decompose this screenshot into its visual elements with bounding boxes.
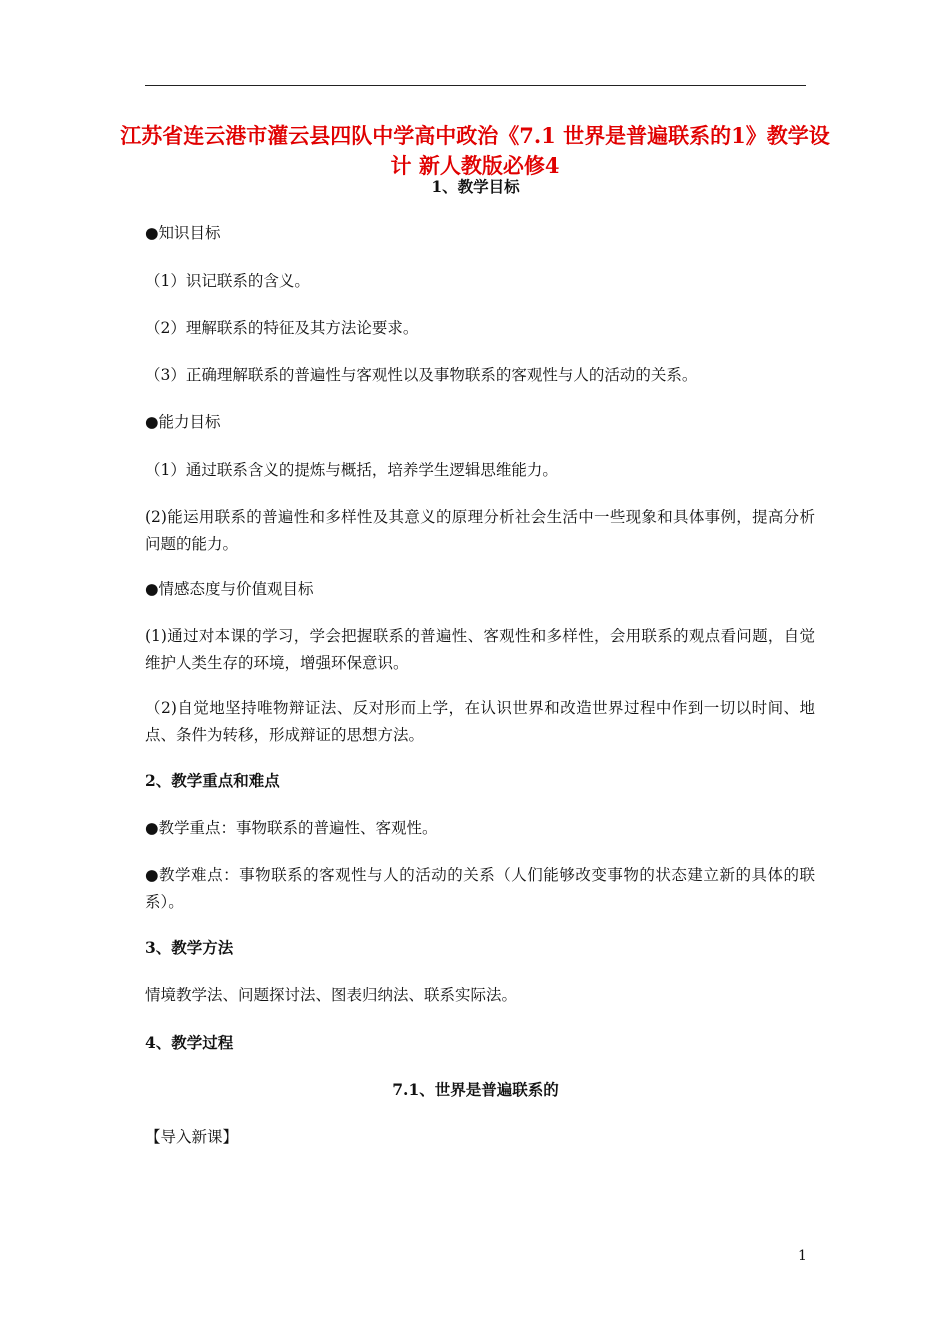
teaching-methods: 情境教学法、问题探讨法、图表归纳法、联系实际法。 — [145, 986, 518, 1004]
teaching-difficulty: ●教学难点：事物联系的客观性与人的活动的关系（人们能够改变事物的状态建立新的具体的联系）。 — [145, 866, 815, 911]
ability-item-1: （1）通过联系含义的提炼与概括，培养学生逻辑思维能力。 — [145, 461, 558, 479]
ability-objectives-heading: ●能力目标 — [145, 413, 221, 431]
knowledge-objectives-heading: ●知识目标 — [145, 224, 221, 242]
ability-item-2: (2)能运用联系的普遍性和多样性及其意义的原理分析社会生活中一些现象和具体事例，提高分析问题的能力。 — [145, 508, 815, 553]
section-heading-objectives: 1、教学目标 — [431, 177, 520, 196]
section-heading-focus: 2、教学重点和难点 — [145, 771, 280, 790]
lesson-title: 7.1、世界是普遍联系的 — [392, 1080, 559, 1099]
page-number: 1 — [798, 1248, 807, 1264]
knowledge-item-1: （1）识记联系的含义。 — [145, 272, 310, 290]
section-heading-methods: 3、教学方法 — [145, 938, 234, 957]
emotion-item-1: (1)通过对本课的学习，学会把握联系的普遍性、客观性和多样性，会用联系的观点看问题，自觉维护人类生存的环境，增强环保意识。 — [145, 627, 815, 672]
knowledge-item-2: （2）理解联系的特征及其方法论要求。 — [145, 319, 419, 337]
intro-heading: 【导入新课】 — [145, 1128, 239, 1146]
document-title: 江苏省连云港市灌云县四队中学高中政治《7.1 世界是普遍联系的1》教学设计 新人教版必修4 — [120, 123, 830, 178]
header-rule — [145, 85, 806, 86]
knowledge-item-3: （3）正确理解联系的普遍性与客观性以及事物联系的客观性与人的活动的关系。 — [145, 366, 698, 384]
emotion-objectives-heading: ●情感态度与价值观目标 — [145, 580, 314, 598]
teaching-focus: ●教学重点：事物联系的普遍性、客观性。 — [145, 819, 438, 837]
section-heading-process: 4、教学过程 — [145, 1033, 234, 1052]
emotion-item-2: （2)自觉地坚持唯物辩证法、反对形而上学，在认识世界和改造世界过程中作到一切以时间、地点、条件为转移，形成辩证的思想方法。 — [145, 699, 815, 744]
